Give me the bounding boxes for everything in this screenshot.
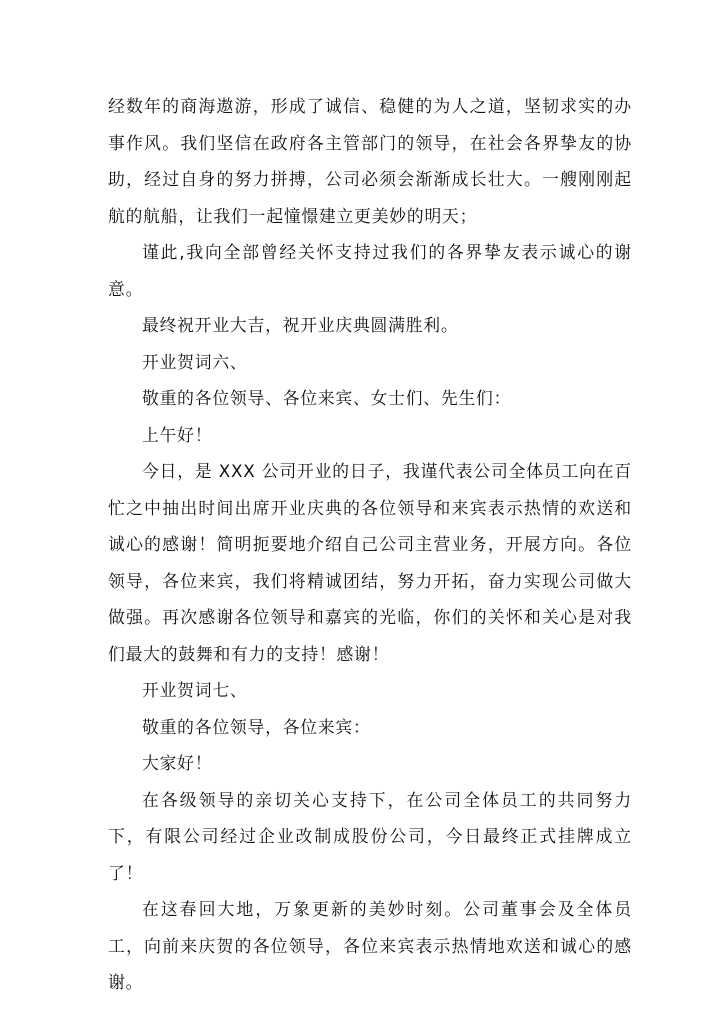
salutation-7: 敬重的各位领导，各位来宾： [142,716,371,737]
document-body [108,88,632,1001]
greeting-6: 上午好！ [142,424,213,445]
paragraph-7: 今日，是 XXX 公司开业的日子，我谨代表公司全体员工向在百忙之中抽出时间出席开业庆典的各位领导和来宾表示热情的欢送和诚心的感谢！简明扼要地介绍自己公司主营业务，开展方向。各位领导，各位来宾，我们将精诚团结，努力开拓，奋力实现公司做大做强。再次感谢各位领导和嘉宾的光临，你们的关怀和关心是对我们最大的鼓舞和有力的支持！感谢！ [108,461,632,664]
section-heading-7: 开业贺词七、 [142,680,248,700]
greeting-7: 大家好！ [142,753,213,773]
paragraph-11: 在各级领导的亲切关心支持下，在公司全体员工的共同努力下，有限公司经过企业改制成股份公司，今日最终正式挂牌成立了！ [108,789,632,883]
section-heading-6: 开业贺词六、 [142,351,248,372]
paragraph-1: 经数年的商海遨游，形成了诚信、稳健的为人之道，坚韧求实的办事作风。我们坚信在政府各主管部门的领导，在社会各界挚友的协助，经过自身的努力拼搏，公司必须会渐渐成长壮大。一艘刚刚起航的航船，让我们一起憧憬建立更美妙的明天； [108,96,632,226]
salutation-6: 敬重的各位领导、各位来宾、女士们、先生们： [142,388,512,408]
paragraph-2: 谨此,我向全部曾经关怀支持过我们的各界挚友表示诚心的谢意。 [108,242,632,299]
paragraph-12: 在这春回大地，万象更新的美妙时刻。公司董事会及全体员工，向前来庆贺的各位领导，各位来宾表示热情地欢送和诚心的感谢。 [108,899,632,992]
paragraph-3: 最终祝开业大吉，祝开业庆典圆满胜利。 [142,315,459,335]
